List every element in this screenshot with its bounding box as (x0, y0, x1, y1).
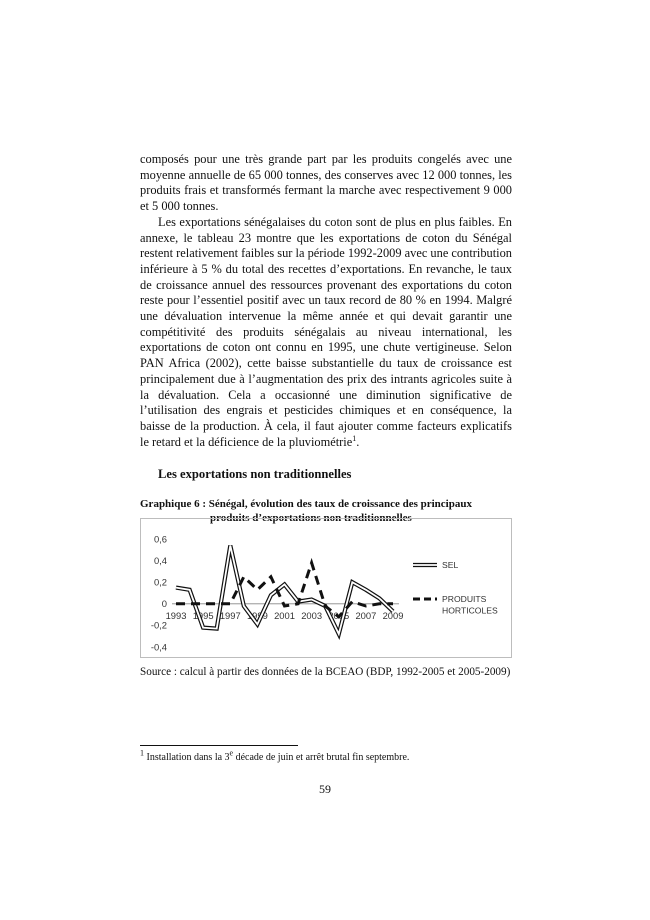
x-tick-label: 1999 (246, 609, 268, 621)
figure-source: Source : calcul à partir des données de la BCEAO (BDP, 1992-2005 et 2005-2009) (140, 666, 511, 678)
x-tick-label: 2001 (274, 609, 295, 621)
paragraph-cotton (140, 215, 512, 451)
x-tick-label: 2007 (355, 609, 377, 621)
page-number: 59 (319, 782, 331, 796)
horticoles-line (176, 563, 393, 617)
chart-frame (140, 518, 512, 658)
x-tick-label: 1993 (165, 609, 187, 621)
footnote (140, 748, 410, 763)
legend-label-horticoles: HORTICOLES (442, 605, 498, 616)
series-produits-horticoles (176, 563, 393, 617)
line-chart (141, 519, 513, 659)
y-tick-label: -0,4 (150, 641, 167, 653)
y-tick-label: 0,6 (153, 533, 167, 545)
paragraph-cotton-end: . (356, 434, 360, 449)
footnote-text-b: décade de juin et arrêt brutal fin septembre. (233, 752, 410, 763)
text-body (140, 152, 512, 525)
legend-item-sel (413, 560, 458, 570)
y-tick-label: 0,2 (153, 576, 167, 588)
legend-label-horticoles: PRODUITS (442, 594, 487, 604)
y-tick-label: -0,2 (150, 619, 167, 631)
paragraph-cotton-text: Les exportations sénégalaises du coton sont de plus en plus faibles. En annexe, le tableau 23 montre que les exportations de coton du Sénégal restent relativement faibles sur la période 1992-2009 avec une contribution inférieure à 5 % du total des recettes d’exportations. En revanche, le taux de croissance annuel des ressources provenant des exportations du coton reste pour l’essentiel positif avec un taux record de 80 % en 1994. Malgré une dévaluation intervenue la même année et qui devait garantir une compétitivité des produits sénégalais au niveau international, les exportations de coton ont connu en 1995, une chute vertigineuse. Selon PAN Africa (2002), cette baisse substantielle du taux de croissance est principalement due à l’augmentation des prix des intrants agricoles suite à la dévaluation. Cela a occasionné une diminution significative de l’utilisation des engrais et pesticides chimiques et en conséquence, la baisse de la production. À cela, il faut ajouter comme facteurs explicatifs le retard et la déficience de la pluviométrie (140, 214, 512, 449)
footnote-number: 1 (140, 748, 144, 758)
x-tick-label: 1995 (192, 609, 214, 621)
y-tick-label: 0 (161, 598, 167, 610)
footnote-text-a: Installation dans la 3 (144, 752, 230, 763)
x-tick-label: 2005 (328, 609, 350, 621)
paragraph-fishery: composés pour une très grande part par les produits congelés avec une moyenne annuelle de 65 000 tonnes, des conserves avec 12 000 tonnes, les produits frais et transformés fermant la marche avec respectivement 9 000 et 5 000 tonnes. (140, 152, 512, 214)
x-tick-label: 1997 (219, 609, 241, 621)
footnote-sup: e (229, 748, 234, 758)
x-tick-label: 2003 (301, 609, 323, 621)
figure-caption-line1: Graphique 6 : Sénégal, évolution des taux de croissance des principaux (140, 498, 472, 511)
footnote-divider (140, 745, 298, 746)
y-tick-label: 0,4 (153, 554, 167, 566)
legend-label-sel: SEL (442, 560, 459, 570)
section-title: Les exportations non traditionnelles (158, 467, 352, 482)
legend-item-horticoles (413, 594, 498, 616)
figure-caption-line2: produits d’exportations non traditionnelles (210, 512, 412, 525)
x-tick-label: 2009 (382, 609, 404, 621)
footnote-ref[interactable]: 1 (352, 433, 357, 443)
